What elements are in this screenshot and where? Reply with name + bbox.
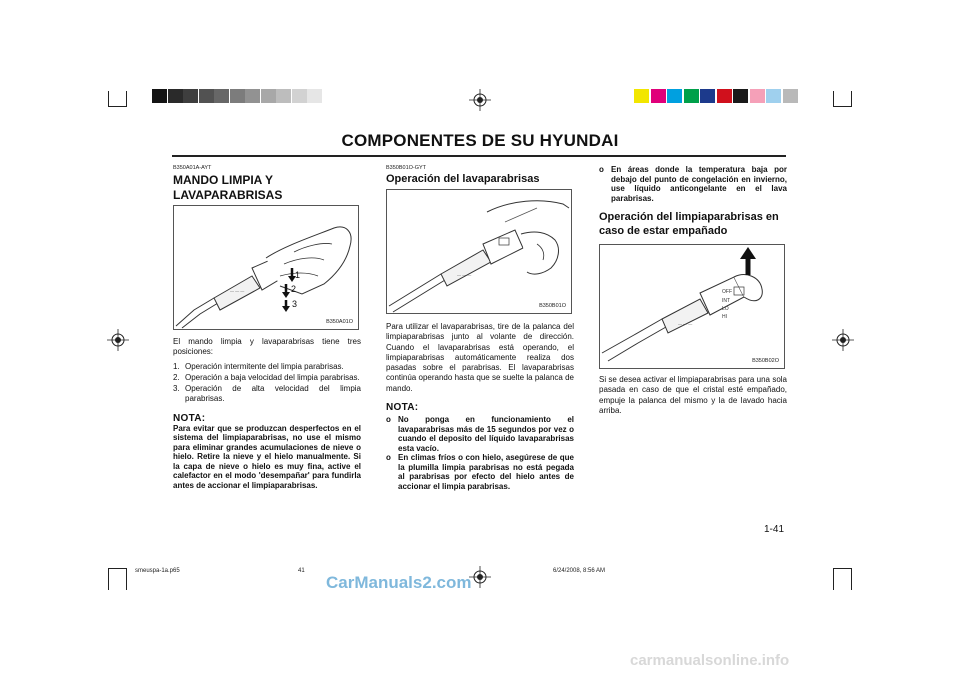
gray-swatch [152, 89, 167, 103]
footer-file: smeuspa-1a.p65 [135, 568, 180, 574]
column-3 [599, 165, 787, 416]
crop-mark [108, 568, 127, 569]
gray-swatch [199, 89, 214, 103]
color-calibration-bar [634, 89, 804, 103]
figure-code: B350B02O [752, 358, 779, 364]
column-1 [173, 165, 361, 490]
crop-mark [833, 568, 834, 590]
list-item: o En climas fríos o con hielo, asegúrese de que la plumilla limpia parabrisas no está pegada al parabrisas por efecto del hielo antes de accionar el limpia parabrisas. [386, 453, 574, 491]
lever-label-int: INT [722, 298, 731, 304]
figure-code: B350A01O [326, 319, 353, 325]
color-swatch [667, 89, 682, 103]
note-list [599, 165, 787, 203]
color-swatch [733, 89, 748, 103]
gray-swatch [214, 89, 229, 103]
list-item: o No ponga en funcionamiento el lavaparabrisas más de 15 segundos por vez o cuando el deposito del líquido lavaparabrisas esta vacío. [386, 415, 574, 453]
figure-mark-1: 1 [295, 270, 301, 280]
color-swatch [766, 89, 781, 103]
mist-body-text: Si se desea activar el limpiaparabrisas para una sola pasada en caso de que el cristal esté empañado, empuje la palanca del mismo y la de lavado hacia arriba. [599, 375, 787, 415]
svg-text:— — —: — — — [457, 272, 472, 277]
crop-mark [833, 568, 852, 569]
color-swatch [651, 89, 666, 103]
color-swatch [783, 89, 798, 103]
positions-list [173, 362, 361, 405]
color-swatch [717, 89, 732, 103]
crop-mark [833, 91, 834, 107]
list-item: 2. Operación a baja velocidad del limpia parabrisas. [173, 372, 360, 382]
crop-mark [108, 91, 109, 107]
note-body: Para evitar que se produzcan desperfectos en el sistema del limpiaparabrisas, no use el mismo para eliminar grandes acumulaciones de nieve o hielo. Retire la nieve y el hielo manualmente. Si la capa de nieve o hielo es muy fina, active el calefactor en el modo 'desempañar' para fundirla antes de accionar el limpiaparabrisas. [173, 423, 361, 490]
washer-body-text: Para utilizar el lavaparabrisas, tire de la palanca del limpiaparabrisas junto al volante de dirección. Cuando el lavaparabrisas está operando, el limpiaparabrisas automáticamente realiza dos pasadas sobre el parabrisas. El lavaparabrisas continúa operando hasta que se suelte la palanca de mando. [386, 322, 574, 393]
svg-text:— — —: — — — [678, 321, 693, 326]
list-item: 1. Operación intermitente del limpia parabrisas. [173, 361, 344, 371]
gray-swatch [276, 89, 291, 103]
gray-swatch [292, 89, 307, 103]
section-code: B350B01O-GYT [386, 165, 427, 171]
gray-swatch [168, 89, 183, 103]
wiper-lever-illustration [174, 206, 358, 329]
note-heading: NOTA: [386, 402, 419, 414]
footer-date: 6/24/2008, 8:56 AM [553, 568, 606, 574]
registration-mark-icon [469, 566, 491, 588]
color-swatch [684, 89, 699, 103]
gray-swatch [307, 89, 322, 103]
figure-code: B350B01O [539, 303, 566, 309]
color-swatch [700, 89, 715, 103]
lever-label-lo: LO [722, 306, 729, 312]
crop-mark [851, 568, 852, 590]
list-item: o En áreas donde la temperatura baja por debajo del punto de congelación en invierno, use líquido anticongelante en el lava parabrisas. [599, 165, 787, 203]
header-rule [172, 155, 786, 157]
svg-text:— — —: — — — [230, 288, 245, 293]
registration-mark-icon [832, 329, 854, 351]
crop-mark [833, 106, 852, 107]
watermark-text: carmanualsonline.info [630, 652, 790, 669]
intro-text: El mando limpia y lavaparabrisas tiene tres posiciones: [173, 337, 361, 357]
gray-swatch [261, 89, 276, 103]
color-swatch [634, 89, 649, 103]
gray-calibration-bar [152, 89, 324, 103]
crop-mark [851, 91, 852, 107]
crop-mark [108, 106, 127, 107]
section-heading: Operación del lavaparabrisas [386, 173, 540, 185]
crop-mark [126, 91, 127, 107]
section-heading: Operación del limpiaparabrisas en caso de estar empañado [599, 211, 779, 237]
note-heading: NOTA: [173, 412, 206, 424]
watermark-link[interactable]: CarManuals2.com [326, 573, 472, 592]
color-swatch [750, 89, 765, 103]
washer-lever-illustration [387, 190, 571, 313]
section-heading: MANDO LIMPIA Y LAVAPARABRISAS [173, 173, 283, 202]
crop-mark [108, 568, 109, 590]
figure-wiper-lever [173, 205, 359, 330]
figure-mark-2: 2 [291, 284, 297, 294]
figure-washer-lever [386, 189, 572, 314]
page-title: COMPONENTES DE SU HYUNDAI [341, 131, 619, 150]
column-2 [386, 165, 574, 491]
list-item: 3. Operación de alta velocidad del limpia parabrisas. [173, 384, 361, 404]
footer-sheet: 41 [298, 568, 305, 574]
registration-mark-icon [469, 89, 491, 111]
gray-swatch [230, 89, 245, 103]
gray-swatch [183, 89, 198, 103]
lever-label-hi: HI [722, 314, 727, 320]
lever-label-off: OFF [722, 289, 732, 295]
section-code: B350A01A-AYT [173, 165, 212, 171]
page-number: 1-41 [764, 524, 785, 535]
figure-mark-3: 3 [292, 299, 298, 309]
registration-mark-icon [107, 329, 129, 351]
figure-mist-lever [599, 244, 785, 369]
crop-mark [126, 568, 127, 590]
mist-lever-illustration [600, 245, 784, 368]
note-list [386, 415, 574, 491]
gray-swatch [245, 89, 260, 103]
